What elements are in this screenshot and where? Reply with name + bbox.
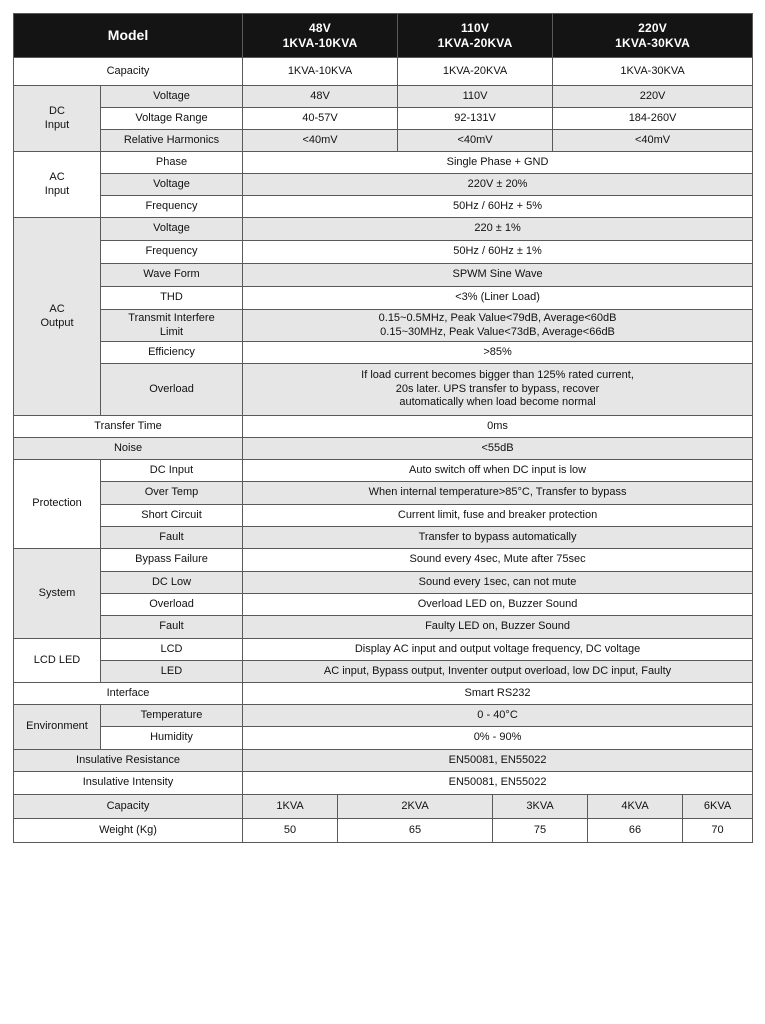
transfer-time-value: 0ms <box>243 416 753 438</box>
header-220v-range: 1KVA-30KVA <box>615 35 691 50</box>
capacity-110v: 1KVA-20KVA <box>398 58 553 86</box>
dc-harmonics-label: Relative Harmonics <box>101 130 243 152</box>
small-weight-cell: 50 <box>243 819 338 843</box>
dc-input-group: DC Input <box>14 86 101 152</box>
ac-input-frequency-value: 50Hz / 60Hz + 5% <box>243 196 753 218</box>
thd-value: <3% (Liner Load) <box>243 287 753 310</box>
interface-value: Smart RS232 <box>243 683 753 705</box>
header-220v-voltage: 220V <box>638 20 667 35</box>
humidity-value: 0% - 90% <box>243 727 753 750</box>
dc-harmonics-110v: <40mV <box>398 130 553 152</box>
insulative-intensity-label: Insulative Intensity <box>14 772 243 795</box>
short-circuit-value: Current limit, fuse and breaker protection <box>243 505 753 527</box>
ac-output-frequency-label: Frequency <box>101 241 243 264</box>
ac-output-voltage-label: Voltage <box>101 218 243 241</box>
noise-label: Noise <box>14 438 243 460</box>
small-capacity-cell: 1KVA <box>243 795 338 819</box>
ac-input-voltage-label: Voltage <box>101 174 243 196</box>
ac-input-voltage-value: 220V ± 20% <box>243 174 753 196</box>
ac-phase-label: Phase <box>101 152 243 174</box>
protection-group: Protection <box>14 460 101 549</box>
dc-voltage-label: Voltage <box>101 86 243 108</box>
protection-fault-value: Transfer to bypass automatically <box>243 527 753 549</box>
dc-voltage-48v: 48V <box>243 86 398 108</box>
system-fault-value: Faulty LED on, Buzzer Sound <box>243 616 753 639</box>
header-110v-voltage: 110V <box>460 20 490 35</box>
dc-voltage-220v: 220V <box>553 86 753 108</box>
model-header: Model <box>14 14 243 58</box>
header-110v-range: 1KVA-20KVA <box>437 35 513 50</box>
small-weight-label: Weight (Kg) <box>14 819 243 843</box>
ac-output-group: AC Output <box>14 218 101 416</box>
led-value: AC input, Bypass output, Inventer output overload, low DC input, Faulty <box>243 661 753 683</box>
bypass-failure-value: Sound every 4sec, Mute after 75sec <box>243 549 753 572</box>
header-220v <box>553 14 753 58</box>
lcd-led-group: LCD LED <box>14 639 101 683</box>
dc-voltage-range-110v: 92-131V <box>398 108 553 130</box>
small-weight-cell: 65 <box>338 819 493 843</box>
header-48v-voltage: 48V <box>309 20 331 35</box>
humidity-label: Humidity <box>101 727 243 750</box>
system-group: System <box>14 549 101 639</box>
short-circuit-label: Short Circuit <box>101 505 243 527</box>
dc-voltage-110v: 110V <box>398 86 553 108</box>
interfere-value: 0.15~0.5MHz, Peak Value<79dB, Average<60dB 0.15~30MHz, Peak Value<73dB, Average<66dB <box>243 310 753 342</box>
small-capacity-cell: 6KVA <box>683 795 753 819</box>
small-weight-cell: 75 <box>493 819 588 843</box>
ups-spec-table <box>13 13 753 843</box>
insulative-resistance-label: Insulative Resistance <box>14 750 243 772</box>
bypass-failure-label: Bypass Failure <box>101 549 243 572</box>
protection-dc-input-value: Auto switch off when DC input is low <box>243 460 753 482</box>
small-weight-cell: 66 <box>588 819 683 843</box>
protection-dc-input-label: DC Input <box>101 460 243 482</box>
dc-harmonics-220v: <40mV <box>553 130 753 152</box>
ac-output-overload-label: Overload <box>101 364 243 416</box>
ac-output-overload-value: If load current becomes bigger than 125% rated current, 20s later. UPS transfer to bypass, recover automatically when load become normal <box>243 364 753 416</box>
dc-voltage-range-48v: 40-57V <box>243 108 398 130</box>
insulative-resistance-value: EN50081, EN55022 <box>243 750 753 772</box>
dc-low-label: DC Low <box>101 572 243 594</box>
header-48v <box>243 14 398 58</box>
ac-output-voltage-value: 220 ± 1% <box>243 218 753 241</box>
over-temp-value: When internal temperature>85°C, Transfer to bypass <box>243 482 753 505</box>
lcd-value: Display AC input and output voltage frequency, DC voltage <box>243 639 753 661</box>
interfere-label: Transmit Interfere Limit <box>101 310 243 342</box>
system-fault-label: Fault <box>101 616 243 639</box>
noise-value: <55dB <box>243 438 753 460</box>
efficiency-value: >85% <box>243 342 753 364</box>
header-48v-range: 1KVA-10KVA <box>282 35 358 50</box>
capacity-220v: 1KVA-30KVA <box>553 58 753 86</box>
system-overload-label: Overload <box>101 594 243 616</box>
small-capacity-cell: 3KVA <box>493 795 588 819</box>
wave-form-value: SPWM Sine Wave <box>243 264 753 287</box>
ac-input-group: AC Input <box>14 152 101 218</box>
capacity-label: Capacity <box>14 58 243 86</box>
ac-input-frequency-label: Frequency <box>101 196 243 218</box>
dc-voltage-range-label: Voltage Range <box>101 108 243 130</box>
capacity-48v: 1KVA-10KVA <box>243 58 398 86</box>
ac-output-frequency-value: 50Hz / 60Hz ± 1% <box>243 241 753 264</box>
small-capacity-cell: 2KVA <box>338 795 493 819</box>
insulative-intensity-value: EN50081, EN55022 <box>243 772 753 795</box>
protection-fault-label: Fault <box>101 527 243 549</box>
ac-phase-value: Single Phase + GND <box>243 152 753 174</box>
system-overload-value: Overload LED on, Buzzer Sound <box>243 594 753 616</box>
small-capacity-label: Capacity <box>14 795 243 819</box>
dc-voltage-range-220v: 184-260V <box>553 108 753 130</box>
environment-group: Environment <box>14 705 101 750</box>
transfer-time-label: Transfer Time <box>14 416 243 438</box>
wave-form-label: Wave Form <box>101 264 243 287</box>
lcd-label: LCD <box>101 639 243 661</box>
temperature-label: Temperature <box>101 705 243 727</box>
dc-harmonics-48v: <40mV <box>243 130 398 152</box>
header-110v <box>398 14 553 58</box>
interface-label: Interface <box>14 683 243 705</box>
over-temp-label: Over Temp <box>101 482 243 505</box>
small-capacity-cell: 4KVA <box>588 795 683 819</box>
led-label: LED <box>101 661 243 683</box>
small-weight-cell: 70 <box>683 819 753 843</box>
thd-label: THD <box>101 287 243 310</box>
temperature-value: 0 - 40°C <box>243 705 753 727</box>
dc-low-value: Sound every 1sec, can not mute <box>243 572 753 594</box>
efficiency-label: Efficiency <box>101 342 243 364</box>
